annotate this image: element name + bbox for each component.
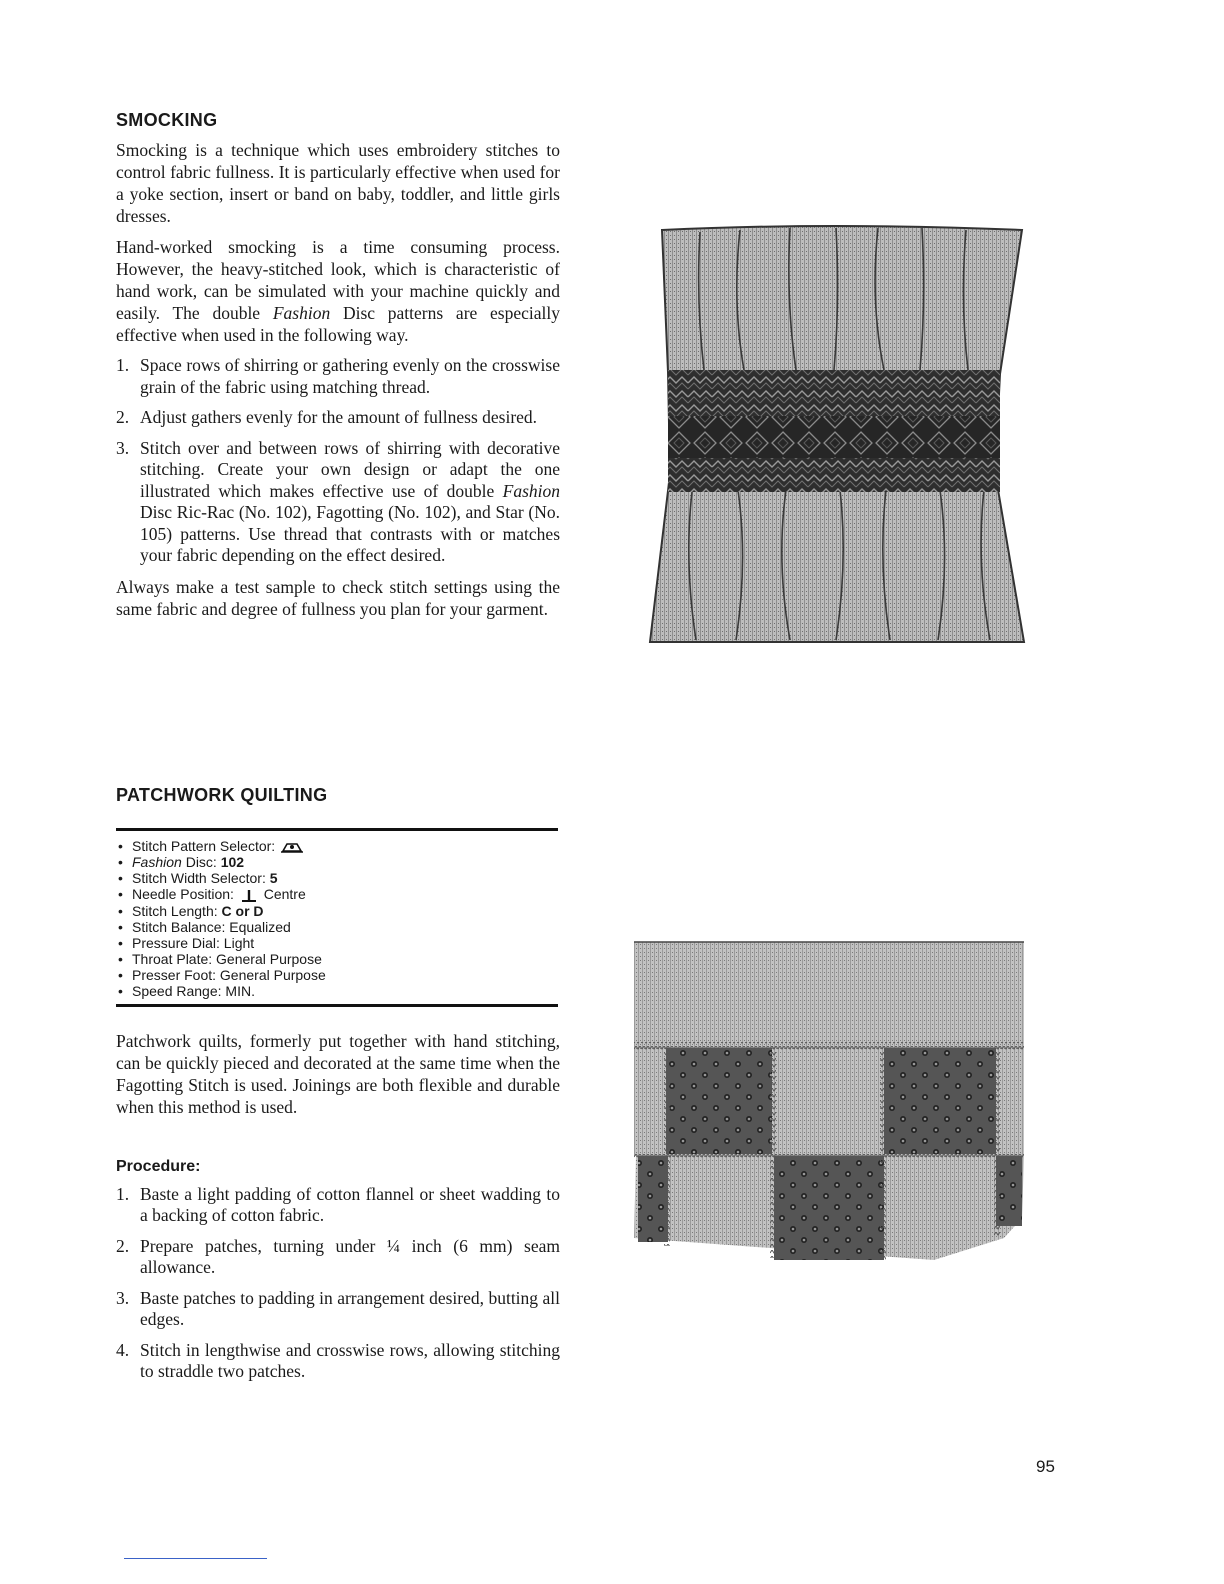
procedure-steps [116,1184,560,1383]
needle-centre-icon [238,889,260,903]
smocking-steps [116,355,560,567]
smocking-paragraph-2: Hand-worked smocking is a time consuming process. However, the heavy-stitched look, which is characteristic of hand work, can be simulated with your machine quickly and easily. The double Fashion Disc patterns are especially effective when used in the following way. [116,237,560,345]
list-item: • Pressure Dial: Light [116,935,560,951]
list-item: • Fashion Disc: 102 [116,854,560,870]
smocking-section [116,110,560,620]
footer-line [124,1558,267,1559]
smocking-paragraph-1: Smocking is a technique which uses embroidery stitches to control fabric fullness. It is particularly effective when used for a yoke section, insert or band on baby, toddler, and little girls dresses. [116,140,560,226]
list-item: 2. Adjust gathers evenly for the amount of fullness desired. [116,407,538,427]
list-item: • Presser Foot: General Purpose [116,967,560,983]
settings-bottom-rule [116,1004,558,1007]
list-item: • Throat Plate: General Purpose [116,951,560,967]
list-item: • Stitch Length: C or D [116,903,560,919]
patchwork-paragraph: Patchwork quilts, formerly put together with hand stitching, can be quickly pieced and decorated at the same time when the Fagotting Stitch is used. Joinings are both flexible and durable when this method is used. [116,1030,560,1117]
list-item: • Stitch Pattern Selector: [116,838,560,854]
list-item: 3. Baste patches to padding in arrangement desired, butting all edges. [116,1287,560,1330]
smocking-paragraph-3: Always make a test sample to check stitch settings using the same fabric and degree of fullness you plan for your garment. [116,576,560,619]
list-item: 1. Space rows of shirring or gathering evenly on the crosswise grain of the fabric using matching thread. [116,355,560,397]
machine-settings-list [116,838,560,999]
list-item: • Speed Range: MIN. [116,983,560,999]
patchwork-section [116,785,560,1383]
page-number: 95 [1036,1457,1055,1476]
list-item: • Needle Position: Centre [116,886,560,902]
list-item: • Stitch Width Selector: 5 [116,870,560,886]
list-item: 2. Prepare patches, turning under ¼ inch (6 mm) seam allowance. [116,1235,560,1278]
list-item: • Stitch Balance: Equalized [116,919,560,935]
smocking-heading: SMOCKING [116,110,218,130]
list-item: 4. Stitch in lengthwise and crosswise rows, allowing stitching to straddle two patches. [116,1339,560,1382]
settings-top-rule [116,828,558,831]
procedure-heading: Procedure: [116,1157,201,1175]
list-item: 3. Stitch over and between rows of shirring with decorative stitching. Create your own design or adapt the one illustrated which makes effective use of double Fashion Disc Ric-Rac (No. 102), Fagotting (No. 102), and Star (No. 105) patterns. Use thread that contrasts with or matches your fabric depending on the effect desired. [116,437,560,565]
smocking-illustration [640,222,1030,652]
patchwork-heading: PATCHWORK QUILTING [116,785,328,805]
patchwork-illustration [634,938,1026,1262]
list-item: 1. Baste a light padding of cotton flannel or sheet wadding to a backing of cotton fabric. [116,1183,560,1226]
stitch-pattern-selector-icon [279,840,305,854]
